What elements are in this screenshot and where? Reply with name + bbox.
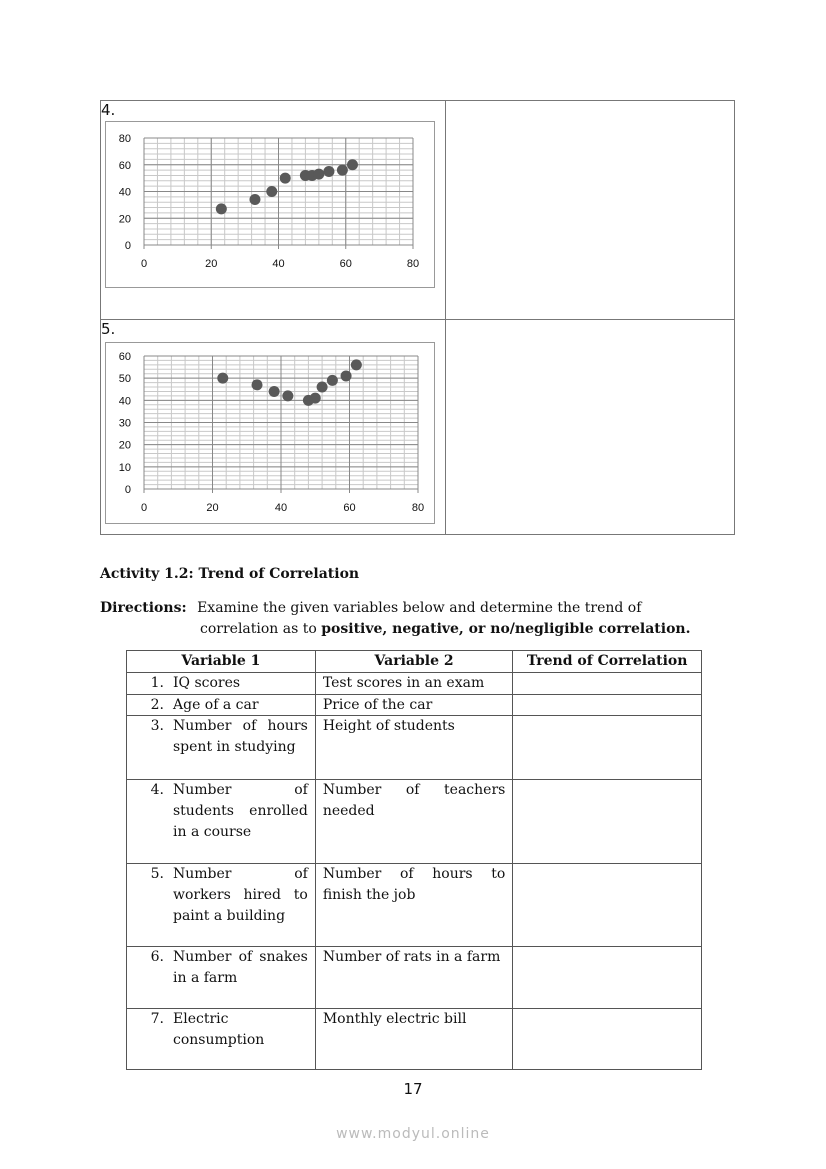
variable-1-text: Number of snakes in a farm <box>173 949 308 987</box>
x-tick-label: 40 <box>272 258 285 270</box>
data-point <box>252 379 263 390</box>
table-row <box>127 780 702 864</box>
y-tick-label: 40 <box>118 186 131 199</box>
table-row <box>127 672 702 694</box>
data-point <box>327 375 338 386</box>
header-variable-1: Variable 1 <box>127 651 316 673</box>
x-tick-label: 20 <box>205 258 218 270</box>
variable-2-cell: Height of students <box>315 716 513 780</box>
x-tick-label: 60 <box>343 502 356 514</box>
trend-answer-cell[interactable] <box>513 864 702 947</box>
scatter-chart-5 <box>105 342 435 524</box>
directions-text: Examine the given variables below and determine the trend of <box>197 600 642 616</box>
variable-2-cell: Test scores in an exam <box>315 672 513 694</box>
data-point <box>317 382 328 393</box>
x-tick-label: 40 <box>274 502 288 514</box>
table-row <box>127 716 702 780</box>
variable-1-text: Number of workers hired to paint a building <box>173 866 308 924</box>
variable-1-cell <box>127 672 316 694</box>
data-point <box>249 194 260 205</box>
answer-cell-5 <box>445 319 735 535</box>
data-point <box>347 159 358 170</box>
row-number: 5. <box>150 866 164 883</box>
variable-1-text: Electric consumption <box>173 1011 265 1049</box>
data-point <box>216 203 227 214</box>
y-tick-label: 10 <box>118 461 131 474</box>
trend-answer-cell[interactable] <box>513 672 702 694</box>
directions <box>100 598 691 640</box>
table-row <box>127 1009 702 1070</box>
variable-1-cell <box>127 716 316 780</box>
y-tick-label: 60 <box>118 159 131 172</box>
table-row <box>127 864 702 947</box>
data-point <box>280 173 291 184</box>
directions-label: Directions: <box>100 600 187 616</box>
data-point <box>337 165 348 176</box>
table-row <box>127 694 702 716</box>
y-tick-label: 80 <box>118 133 131 145</box>
page-number: 17 <box>403 1080 423 1098</box>
header-trend: Trend of Correlation <box>513 651 702 673</box>
data-point <box>323 166 334 177</box>
y-tick-label: 0 <box>124 484 131 496</box>
data-point <box>341 370 352 381</box>
variable-1-cell <box>127 947 316 1009</box>
data-point <box>269 386 280 397</box>
trend-answer-cell[interactable] <box>513 1009 702 1070</box>
variable-1-cell <box>127 1009 316 1070</box>
row-number: 7. <box>150 1011 164 1028</box>
activity-title: Activity 1.2: Trend of Correlation <box>100 566 360 582</box>
x-tick-label: 0 <box>140 502 148 514</box>
variable-1-text: Age of a car <box>173 696 259 713</box>
y-tick-label: 40 <box>118 395 131 408</box>
y-tick-label: 20 <box>118 439 131 452</box>
item-number-5: 5. <box>101 320 116 338</box>
variable-2-cell: Number of hours to finish the job <box>315 864 513 947</box>
row-number: 6. <box>150 949 164 966</box>
variable-1-text: IQ scores <box>173 674 241 691</box>
correlation-table <box>126 650 702 1070</box>
data-point <box>266 186 277 197</box>
row-number: 3. <box>150 718 164 735</box>
variable-2-cell: Number of rats in a farm <box>315 947 513 1009</box>
header-variable-2: Variable 2 <box>315 651 513 673</box>
trend-answer-cell[interactable] <box>513 780 702 864</box>
row-number: 4. <box>150 782 164 799</box>
variable-1-cell <box>127 694 316 716</box>
trend-answer-cell[interactable] <box>513 947 702 1009</box>
table-row <box>127 947 702 1009</box>
x-tick-label: 80 <box>411 502 425 514</box>
directions-bold: positive, negative, or no/negligible correlation. <box>321 621 691 637</box>
row-number: 2. <box>150 696 164 713</box>
item-number-4: 4. <box>101 101 116 119</box>
answer-cell-4 <box>445 100 735 320</box>
row-number: 1. <box>150 674 164 691</box>
x-tick-label: 80 <box>406 258 420 270</box>
variable-2-cell: Number of teachers needed <box>315 780 513 864</box>
data-point <box>313 169 324 180</box>
data-point <box>282 390 293 401</box>
variable-1-cell <box>127 780 316 864</box>
x-tick-label: 20 <box>206 502 219 514</box>
data-point <box>217 373 228 384</box>
x-tick-label: 60 <box>339 258 352 270</box>
y-tick-label: 50 <box>118 373 131 386</box>
trend-answer-cell[interactable] <box>513 716 702 780</box>
y-tick-label: 20 <box>118 213 131 226</box>
x-tick-label: 0 <box>140 258 148 270</box>
variable-1-text: Number of students enrolled in a course <box>173 782 308 840</box>
data-point <box>351 359 362 370</box>
directions-text-2: correlation as to <box>200 621 322 637</box>
scatter-chart-4 <box>105 121 435 288</box>
variable-1-cell <box>127 864 316 947</box>
variable-2-cell: Monthly electric bill <box>315 1009 513 1070</box>
variable-1-text: Number of hours spent in studying <box>173 718 308 756</box>
variable-2-cell: Price of the car <box>315 694 513 716</box>
data-point <box>310 393 321 404</box>
watermark: www.modyul.online <box>336 1126 490 1142</box>
y-tick-label: 30 <box>118 417 131 430</box>
y-tick-label: 60 <box>118 351 131 363</box>
trend-answer-cell[interactable] <box>513 694 702 716</box>
y-tick-label: 0 <box>124 240 131 252</box>
